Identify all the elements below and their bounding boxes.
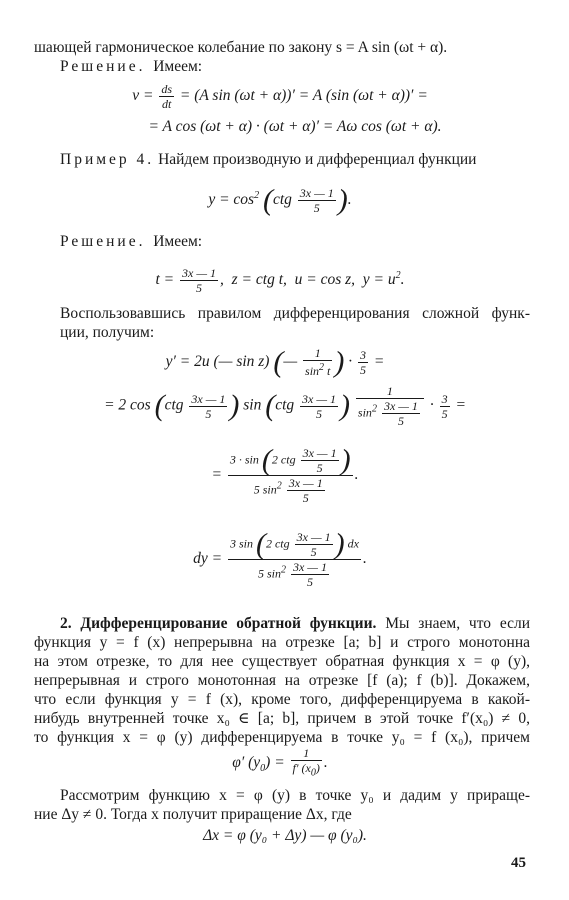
text-line: нибудь внутренней точке x₀ ∈ [a; b], причем в этой точке f′(x₀) ≠ 0,	[34, 710, 530, 727]
page-number: 45	[511, 855, 526, 871]
equation-velocity: v = $\frac{ds}{dt}$ = (A sin (ωt + α))′ = A (sin (ωt + α))′ =	[132, 82, 428, 111]
fraction: 3 · sin (2 ctg $\frac{3x — 1}{5}$ ) 5 $\sin^2$ $\frac{3x — 1}{5}$	[229, 443, 351, 505]
fraction: 1 $\sin^2$ $\frac{3x — 1}{5}$	[356, 384, 424, 428]
text-line: непрерывная и строго монотонная на отрезке [f (a); f (b)]. Докажем,	[34, 672, 530, 689]
text-line: Воспользовавшись правилом дифференцирования сложной функ-	[60, 305, 530, 322]
text-line: функция y = f (x) непрерывна на отрезке [a; b] и строго монотонна	[34, 634, 530, 651]
text-line: ние Δy ≠ 0. Тогда x получит приращение Δx, где	[34, 806, 352, 823]
text-line: ции, получим:	[60, 324, 155, 341]
fraction: $\frac{3x — 1}{5}$	[182, 266, 217, 296]
fraction: $\frac{3}{5}$	[441, 391, 448, 421]
fraction: $\frac{1}{f' (x_0)}$	[292, 746, 320, 779]
text-line: Рассмотрим функцию x = φ (y) в точке y₀ и дадим y прираще-	[60, 787, 530, 804]
equation-derivative-3: = 3 · sin (2 ctg $\frac{3x — 1}{5}$ ) 5 $\sin^2$ $\frac{3x — 1}{5}$ .	[211, 443, 359, 505]
equation-derivative-1: y′ = 2u (— sin z) (— $\frac{1}{\sin^2 t}$ ) · $\frac{3}{5}$ =	[165, 345, 385, 379]
equation-inverse-derivative: φ′ $(y_0)$ = $\frac{1}{f' (x_0)}$ .	[232, 746, 328, 779]
fraction: $\frac{ds}{dt}$	[161, 82, 172, 111]
example-heading: Пример 4. Найдем производную и дифференциал функции	[60, 151, 477, 168]
fraction: $\frac{3x — 1}{5}$	[299, 186, 334, 216]
text-line: шающей гармоническое колебание по закону s = A sin (ωt + α).	[34, 39, 448, 56]
text-line: на этом отрезке, то для нее существует обратная функция x = φ (y),	[34, 653, 530, 670]
equation-differential: dy = 3 sin (2 ctg $\frac{3x — 1}{5}$ ) dx 5 $\sin^2$ $\frac{3x — 1}{5}$ .	[193, 527, 367, 589]
equation-substitution: t = $\frac{3x — 1}{5}$ , z = ctg t, u = cos z, $y = u^2$.	[155, 266, 405, 296]
equation-velocity-cont: = A cos (ωt + α) · (ωt + α)′ = Aω cos (ωt + α).	[148, 118, 442, 135]
section-heading: 2. Дифференцирование обратной функции. Мы знаем, что если	[60, 615, 530, 632]
equation-increment: Δx = φ (y₀ + Δy) — φ (y₀).	[203, 827, 367, 844]
equation-derivative-2: = 2 cos (ctg $\frac{3x — 1}{5}$ ) sin (ctg $\frac{3x — 1}{5}$ ) 1 $\sin^2$ $\frac{3x — 1}{5}$ · $\frac{3}{5}$ =	[104, 384, 466, 428]
solution-heading: Решение. Имеем:	[60, 233, 203, 250]
text-line: что если функция y = f (x), кроме того, дифференцируема в какой-	[34, 691, 530, 708]
fraction: $\frac{1}{\sin^2 t}$	[305, 346, 331, 379]
solution-heading: Решение. Имеем:	[60, 58, 203, 75]
text-line: то функция x = φ (y) дифференцируема в точке y₀ = f (x₀), причем	[34, 729, 530, 746]
fraction: $\frac{3}{5}$	[360, 347, 367, 377]
equation-function: $y = \cos^2 (ctg$ $\frac{3x — 1}{5}$ ).	[208, 183, 352, 217]
fraction: $\frac{3x — 1}{5}$	[302, 391, 337, 421]
fraction: $\frac{3x — 1}{5}$	[191, 391, 226, 421]
fraction: 3 sin (2 ctg $\frac{3x — 1}{5}$ ) dx 5 $\sin^2$ $\frac{3x — 1}{5}$	[229, 527, 359, 589]
